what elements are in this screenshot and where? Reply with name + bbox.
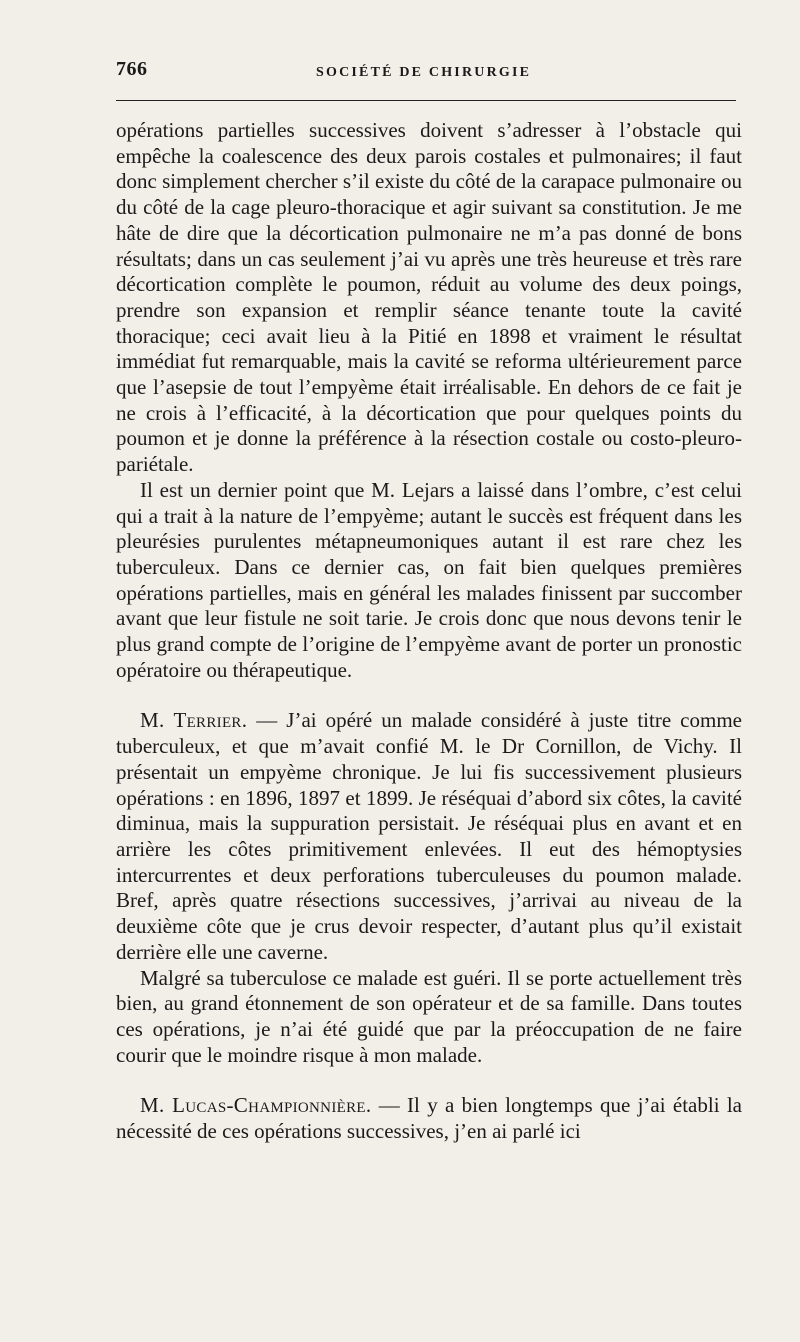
paragraph-terrier-continued: Malgré sa tuberculose ce malade est guéri. Il se porte actuellement très bien, au grand étonnement de son opérateur et de sa famille. Dans toutes ces opérations, je n’ai été guidé que par la préoccupation de ne faire courir que le moindre risque à mon malade. (116, 965, 742, 1067)
speech-text: — J’ai opéré un malade considéré à juste titre comme tuberculeux, et que m’avait confié M. le Dr Cornillon, de Vichy. Il présentait un empyème chronique. Je lui fis successivement plusieurs opérations : en 1896, 1897 et 1899. Je réséquai d’abord six côtes, la cavité diminua, mais la suppuration persistait. Je réséquai plus en avant et en arrière les côtes primitivement enlevées. Il eut des hémoptysies intercurrentes et deux perforations tuberculeuses du poumon malade. Bref, après quatre résections successives, j’arrivai au niveau de la deuxième côte que je crus devoir respecter, d’autant plus qu’il existait derrière elle une caverne. (116, 708, 742, 964)
page-number: 766 (116, 58, 148, 80)
paragraph-terrier (116, 708, 742, 965)
body-text (116, 118, 742, 1145)
running-head: SOCIÉTÉ DE CHIRURGIE (316, 65, 532, 80)
speaker-name: M. Terrier. (140, 708, 248, 733)
paragraph-continuation: opérations partielles successives doivent s’adresser à l’obstacle qui empêche la coalescence des deux parois costales et pulmonaires; il faut donc simplement chercher s’il existe du côté de la carapace pulmonaire ou du côté de la cage pleuro-thoracique et agir suivant sa constitution. Je me hâte de dire que la décortication pulmonaire ne m’a pas donné de bons résultats; dans un cas seulement j’ai vu après une très heureuse et très rare décortication complète le poumon, réduit au volume des deux poings, prendre son expansion et remplir séance tenante toute la cavité thoracique; ceci avait lieu à la Pitié en 1898 et vraiment le résultat immédiat fut remarquable, mais la cavité se reforma ultérieurement parce que l’asepsie de tout l’empyème était irréalisable. En dehors de ce fait je ne crois à l’efficacité, à la décortication que pour quelques points du poumon et je donne la préférence à la résection costale ou costo-pleuro-pariétale. (116, 118, 742, 477)
speaker-name: M. Lucas-Championnière. (140, 1093, 372, 1118)
paragraph-lejars-point: Il est un dernier point que M. Lejars a laissé dans l’ombre, c’est celui qui a trait à la nature de l’empyème; autant le succès est fréquent dans les pleurésies purulentes métapneumoniques autant il est rare chez les tuberculeux. Dans ce dernier cas, on fait bien quelques premières opérations partielles, mais en général les malades finissent par succomber avant que leur fistule ne soit tarie. Je crois donc que nous devons tenir le plus grand compte de l’origine de l’empyème avant de porter un pronostic opératoire ou thérapeutique. (116, 477, 742, 682)
speech-text: — Il y a bien longtemps que j’ai établi la nécessité de ces opérations successives, j’en ai parlé ici (116, 1093, 743, 1144)
header-rule (116, 100, 736, 101)
page-header (116, 58, 736, 88)
paragraph-lucas-championniere (116, 1093, 742, 1144)
